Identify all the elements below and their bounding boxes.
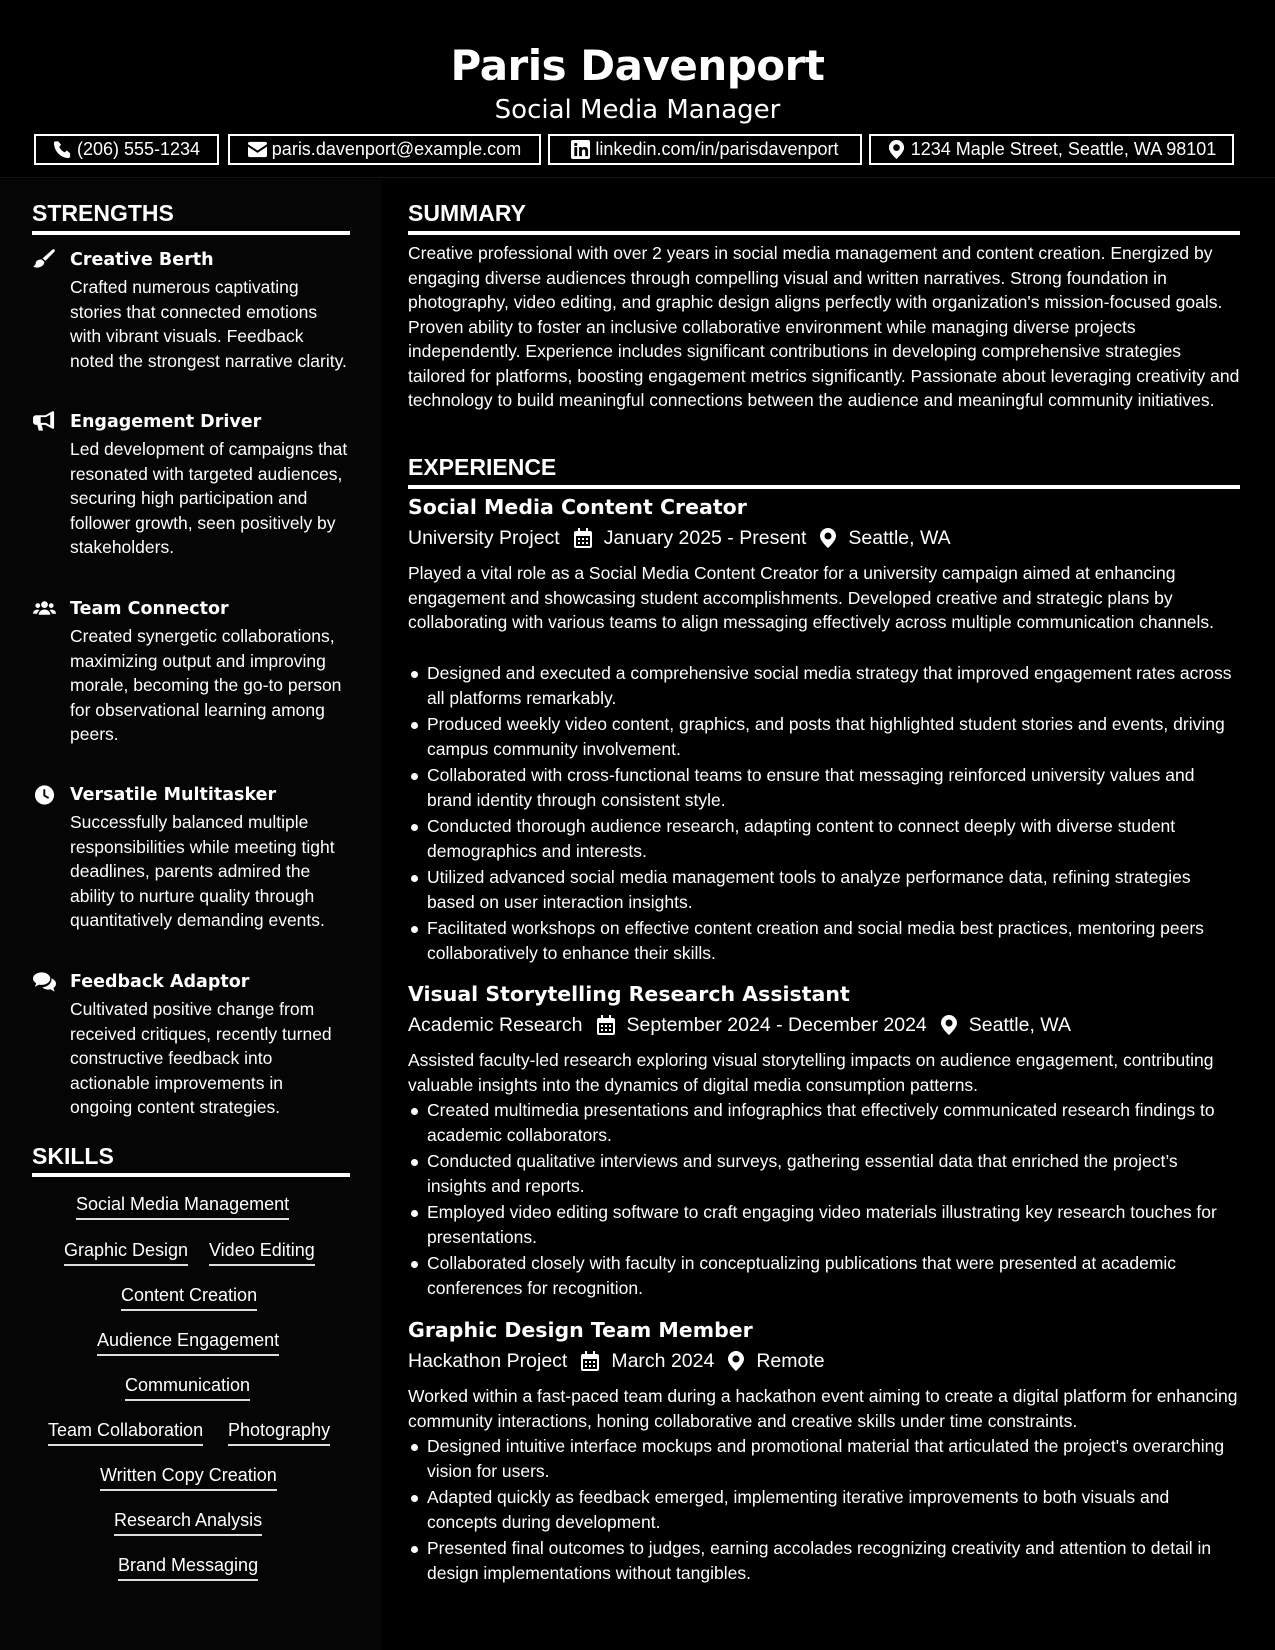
- comments-icon: [33, 972, 56, 992]
- skill-tag: Social Media Management: [76, 1191, 289, 1220]
- calendar-icon: [597, 1015, 615, 1035]
- skill-tag: Communication: [125, 1372, 250, 1401]
- phone-text: (206) 555-1234: [76, 139, 201, 159]
- job-dates: March 2024: [611, 1350, 715, 1372]
- job-description: Assisted faculty-led research exploring visual storytelling impacts on audience engagement, contributing valuable insights into the dynamics of digital media consumption patterns.: [408, 1050, 1214, 1095]
- calendar-icon: [581, 1351, 599, 1371]
- job-title: Social Media Content Creator: [408, 495, 747, 519]
- job-bullet: Collaborated with cross-functional teams to ensure that messaging reinforced university values and brand identity through consistent style.: [408, 763, 1240, 812]
- experience-heading: EXPERIENCE: [408, 454, 557, 480]
- contact-email[interactable]: [228, 134, 541, 165]
- job-dates: September 2024 - December 2024: [626, 1014, 927, 1036]
- skill-tag: Audience Engagement: [97, 1327, 279, 1356]
- paint-brush-icon: [33, 249, 56, 269]
- strength-description: Successfully balanced multiple responsibilities while meeting tight deadlines, parents admired the ability to nurture quality through quantitatively demanding events.: [70, 812, 335, 930]
- job-bullet: Utilized advanced social media management tools to analyze performance data, refining strategies based on user interaction insights.: [408, 865, 1240, 914]
- skill-tag: Content Creation: [121, 1282, 257, 1311]
- skill-tag: Team Collaboration: [48, 1417, 203, 1446]
- job-bullet: Created multimedia presentations and infographics that effectively communicated research findings to academic collaborators.: [408, 1098, 1240, 1147]
- strength-item: [70, 783, 350, 933]
- skill-tag: Written Copy Creation: [100, 1462, 277, 1491]
- contact-address[interactable]: [869, 134, 1234, 165]
- job-dates: January 2025 - Present: [603, 527, 807, 549]
- skills-heading: SKILLS: [32, 1143, 114, 1169]
- candidate-name: Paris Davenport: [450, 41, 825, 90]
- summary-text: Creative professional with over 2 years in social media management and content creation. Energized by engaging diverse audiences through compelling visual and written narratives. Strong foundation in photography, video editing, and graphic design aligns perfectly with organization's mission-focused goals. Proven ability to foster an inclusive collaborative environment while managing diverse projects independently. Experience includes significant contributions in developing comprehensive strategies tailored for platforms, boosting engagement metrics significantly. Passionate about leveraging creativity and technology to build meaningful connections between the audience and meaningful community initiatives.: [408, 243, 1240, 410]
- strength-title: Feedback Adaptor: [70, 972, 250, 992]
- job-location: Seattle, WA: [968, 1014, 1071, 1036]
- job-description: Worked within a fast-paced team during a hackathon event aiming to create a digital platform for enhancing community interactions, honing collaborative and creative skills under time constraints.: [408, 1386, 1238, 1431]
- strength-description: Cultivated positive change from received critiques, recently turned constructive feedback into actionable improvements in ongoing content strategies.: [70, 999, 332, 1117]
- map-pin-icon: [887, 140, 906, 159]
- strength-description: Created synergetic collaborations, maximizing output and improving morale, becoming the go-to person for observational learning among peers.: [70, 626, 342, 744]
- job-organization: Academic Research: [408, 1014, 583, 1036]
- resume-header: [0, 0, 1275, 178]
- skill-tag: Brand Messaging: [118, 1552, 258, 1581]
- contact-linkedin[interactable]: [548, 134, 862, 165]
- map-pin-icon: [728, 1351, 744, 1371]
- job-title: Graphic Design Team Member: [408, 1318, 753, 1342]
- strength-item: [70, 597, 350, 747]
- job-bullet: Facilitated workshops on effective content creation and social media best practices, mentoring peers collaboratively to enhance their skills.: [408, 916, 1240, 965]
- strength-item: [70, 410, 350, 560]
- job-title: Visual Storytelling Research Assistant: [408, 982, 850, 1006]
- skill-tag: Video Editing: [209, 1237, 315, 1266]
- job-bullet: Produced weekly video content, graphics, and posts that highlighted student stories and events, driving campus community involvement.: [408, 712, 1240, 761]
- summary-divider: [408, 231, 1240, 235]
- envelope-icon: [248, 140, 267, 159]
- summary-heading: SUMMARY: [408, 200, 526, 226]
- job-organization: Hackathon Project: [408, 1350, 568, 1372]
- experience-divider: [408, 485, 1240, 489]
- phone-icon: [53, 140, 72, 159]
- users-icon: [33, 598, 56, 618]
- job-bullet: Conducted thorough audience research, adapting content to connect deeply with diverse student demographics and interests.: [408, 814, 1240, 863]
- job-bullets: [408, 1434, 1240, 1587]
- job-bullet: Designed intuitive interface mockups and promotional material that articulated the project's overarching vision for users.: [408, 1434, 1240, 1483]
- job-meta: [408, 525, 951, 551]
- address-text: 1234 Maple Street, Seattle, WA 98101: [910, 139, 1217, 159]
- linkedin-text: linkedin.com/in/parisdavenport: [595, 139, 839, 159]
- clock-icon: [33, 785, 56, 805]
- job-bullets: [408, 661, 1240, 967]
- job-bullet: Collaborated closely with faculty in conceptualizing publications that were presented at academic conferences for recognition.: [408, 1251, 1240, 1300]
- strength-description: Crafted numerous captivating stories that connected emotions with vibrant visuals. Feedback noted the strongest narrative clarity.: [70, 277, 347, 371]
- skills-divider: [32, 1173, 350, 1177]
- candidate-role: Social Media Manager: [494, 95, 781, 125]
- job-location: Seattle, WA: [848, 527, 951, 549]
- job-bullet: Conducted qualitative interviews and surveys, gathering essential data that enriched the project’s insights and reports.: [408, 1149, 1240, 1198]
- skill-tag: Photography: [228, 1417, 330, 1446]
- strengths-divider: [32, 231, 350, 235]
- strength-title: Versatile Multitasker: [70, 785, 277, 805]
- strength-item: [70, 970, 350, 1120]
- job-meta: [408, 1348, 825, 1374]
- map-pin-icon: [941, 1015, 957, 1035]
- job-location: Remote: [756, 1350, 825, 1372]
- job-bullet: Presented final outcomes to judges, earning accolades recognizing creativity and attention to detail in design implementations without tangibles.: [408, 1536, 1240, 1585]
- job-description: Played a vital role as a Social Media Content Creator for a university campaign aimed at enhancing engagement and showcasing student accomplishments. Developed creative and strategic plans by collaborating with various teams to align messaging effectively across multiple communication channels.: [408, 563, 1215, 632]
- linkedin-icon: [571, 140, 590, 159]
- skill-tag: Graphic Design: [64, 1237, 188, 1266]
- skill-tag: Research Analysis: [114, 1507, 262, 1536]
- megaphone-icon: [33, 411, 56, 431]
- job-bullet: Designed and executed a comprehensive social media strategy that improved engagement rates across all platforms remarkably.: [408, 661, 1240, 710]
- strength-title: Creative Berth: [70, 250, 214, 270]
- job-meta: [408, 1012, 1071, 1038]
- strengths-heading: STRENGTHS: [32, 200, 174, 226]
- job-bullets: [408, 1098, 1240, 1302]
- job-bullet: Employed video editing software to craft engaging video materials illustrating key research touches for presentations.: [408, 1200, 1240, 1249]
- strength-description: Led development of campaigns that resonated with targeted audiences, securing high participation and follower growth, seen positively by stakeholders.: [70, 439, 348, 557]
- job-organization: University Project: [408, 527, 560, 549]
- map-pin-icon: [820, 528, 836, 548]
- job-bullet: Adapted quickly as feedback emerged, implementing iterative improvements to both visuals and concepts during development.: [408, 1485, 1240, 1534]
- strength-item: [70, 248, 350, 373]
- strength-title: Engagement Driver: [70, 412, 262, 432]
- email-text: paris.davenport@example.com: [271, 139, 522, 159]
- calendar-icon: [574, 528, 592, 548]
- contact-phone[interactable]: [34, 134, 219, 165]
- strength-title: Team Connector: [70, 599, 229, 619]
